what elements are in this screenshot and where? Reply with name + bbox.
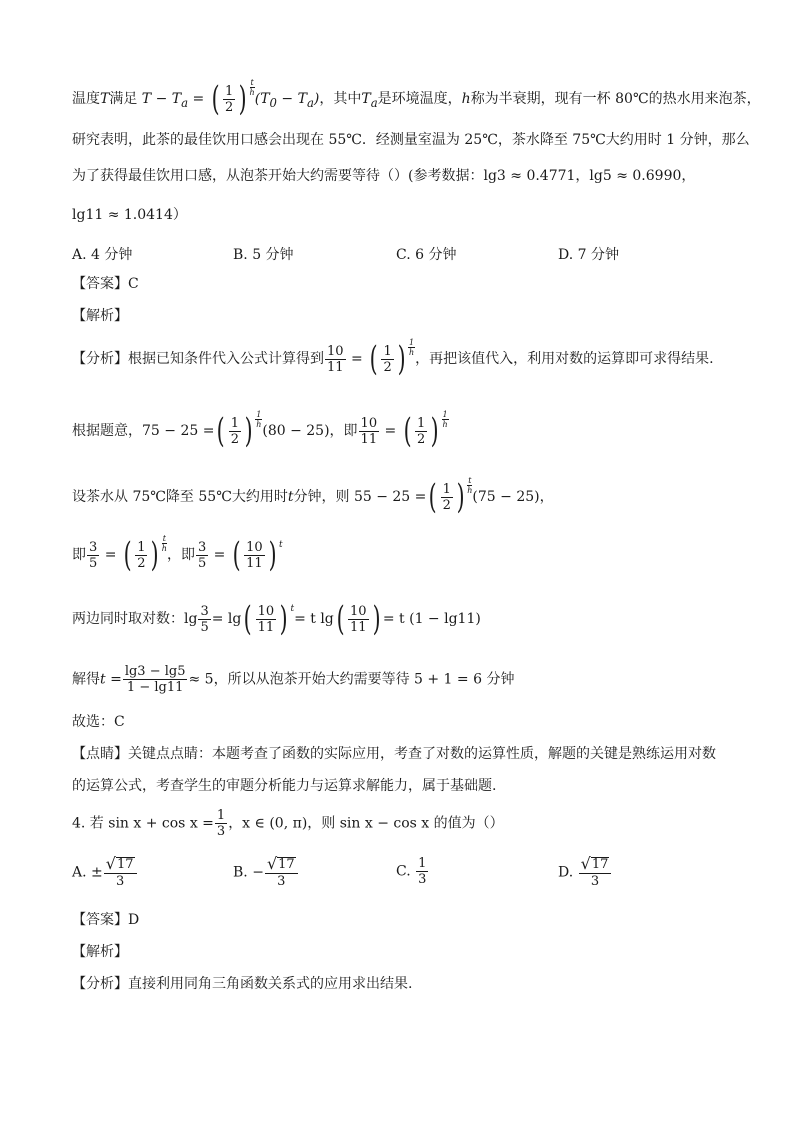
q3-stem-line-3: 为了获得最佳饮用口感，从泡茶开始大约需要等待（）(参考数据：lg3 ≈ 0.4771，lg5 ≈ 0.6990，: [72, 168, 696, 184]
q3-dianjing-2: 的运算公式，考查学生的审题分析能力与运算求解能力，属于基础题.: [72, 778, 497, 794]
q3-option-b: B. 5 分钟: [233, 247, 294, 263]
var-Ta: T: [361, 91, 371, 107]
q3-stem-line-4: lg11 ≈ 1.0414）: [72, 207, 187, 223]
var-T: T: [100, 91, 110, 107]
formula-lhs: $T - T_a$: [141, 91, 189, 110]
q4-analysis-head: 【解析】: [72, 944, 128, 960]
q4-option-c: C. $\frac{1}{3}$: [396, 856, 427, 887]
text: 称为半衰期，现有一杯 80℃的热水用来泡茶，: [470, 91, 761, 107]
q3-step-2: 设茶水从 75℃降至 55℃大约用时t分钟，则 55 − 25 = ( $\frac{1}{2}$ ) t h (75 − 25)，: [72, 475, 554, 517]
q3-fenxi: 【分析】根据已知条件代入公式计算得到 $\frac{10}{11}$ = ( $\frac{1}{2}$ ) 1 h ，再把该值代入，利用对数的运算即可求得结果.: [72, 337, 714, 379]
q3-option-c: C. 6 分钟: [396, 247, 457, 263]
text: 满足: [109, 91, 138, 107]
q3-answer: 【答案】C: [72, 276, 139, 292]
text: ，其中: [319, 91, 362, 107]
q4-option-b: B. − √ 17 3: [233, 856, 299, 889]
q4-option-d: D. √ 17 3: [558, 856, 612, 889]
q3-step-5: 解得t = $\frac{\lg 3 - \lg 5}{1 - \lg 11}$ ≈ 5，所以从泡茶开始大约需要等待 5 + 1 = 6 分钟: [72, 664, 515, 695]
q3-stem-line-1: [72, 77, 761, 119]
q3-step-4: 两边同时取对数：lg $\frac{3}{5}$ = lg ( $\frac{10}{11}$ ) t = t lg ( $\frac{10}{11}$ ) = t (1 − lg11): [72, 599, 481, 639]
sub: a: [370, 95, 378, 110]
formula-rhs: $(T_0 - T_a)$: [254, 91, 320, 110]
q3-stem-line-2: 研究表明，此茶的最佳饮用口感会出现在 55℃．经测量室温为 25℃，茶水降至 75℃大约用时 1 分钟，那么: [72, 132, 750, 148]
q3-step-3: 即 $\frac{3}{5}$ = ( $\frac{1}{2}$ ) t h ，即 $\frac{3}{5}$ = ( $\frac{10}{11}$ ) t: [72, 533, 283, 575]
q3-option-a: A. 4 分钟: [72, 247, 133, 263]
half-paren: ( $\frac{1}{2}$ ) t h: [211, 77, 255, 119]
q4-fenxi: 【分析】直接利用同角三角函数关系式的应用求出结果.: [72, 976, 413, 992]
q3-option-d: D. 7 分钟: [558, 247, 619, 263]
text: 温度: [72, 91, 100, 107]
text: 是环境温度，: [377, 91, 462, 107]
q3-step-1: 根据题意，75 − 25 = ( $\frac{1}{2}$ ) 1 h (80 − 25)，即 $\frac{10}{11}$ = ( $\frac{1}{2}$ ) 1 h: [72, 409, 448, 451]
q3-analysis-head: 【解析】: [72, 308, 128, 324]
var-h: h: [461, 91, 471, 107]
q3-dianjing-1: 【点睛】关键点点睛：本题考查了函数的实际应用，考查了对数的运算性质，解题的关键是熟练运用对数: [72, 746, 716, 762]
q3-choose: 故选：C: [72, 714, 125, 730]
q4-option-a: A. ± √ 17 3: [72, 856, 138, 889]
q4-answer: 【答案】D: [72, 912, 140, 928]
q4-stem: 4. 若 sin x + cos x = $\frac{1}{3}$ ，x ∈ (0, π)，则 sin x − cos x 的值为（）: [72, 808, 504, 839]
eq: =: [188, 91, 209, 107]
